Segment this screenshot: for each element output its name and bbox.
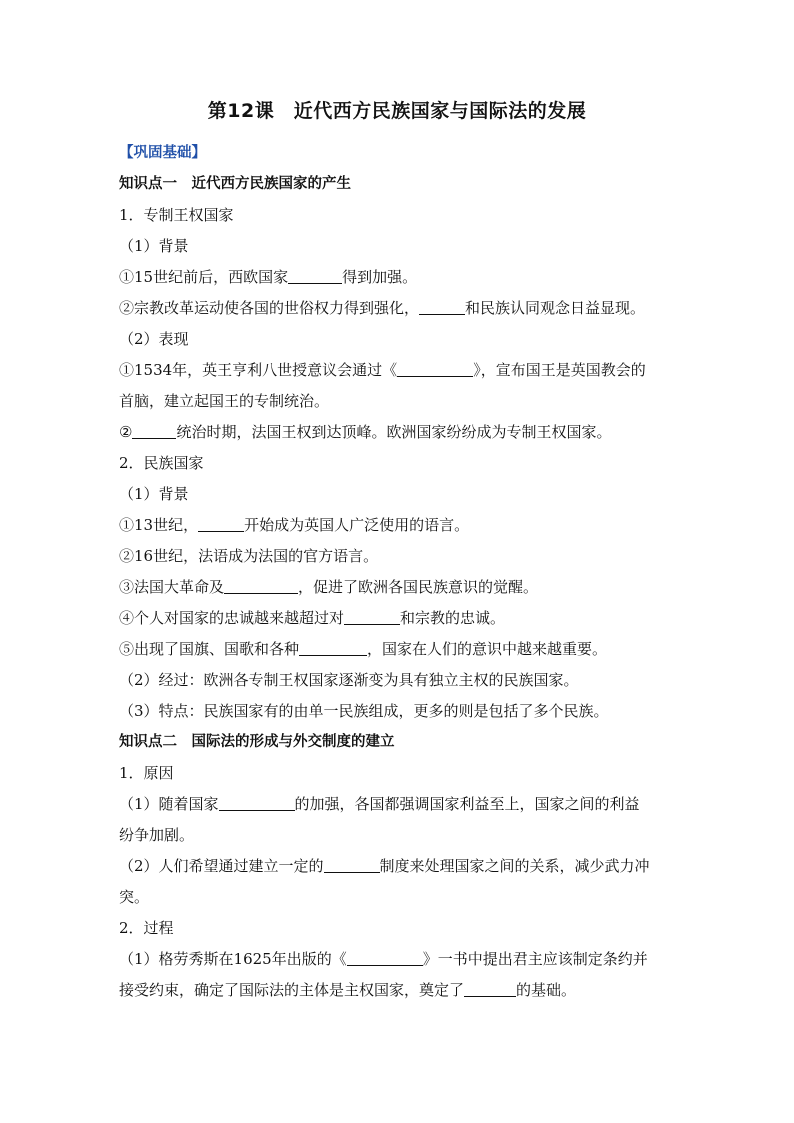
subheading: 1．原因 xyxy=(119,764,174,782)
fill-blank xyxy=(419,296,465,315)
fill-blank xyxy=(224,575,298,594)
knowledge-point-1-heading: 知识点一 近代西方民族国家的产生 xyxy=(119,176,351,192)
question-line: ⑤出现了国旗、国歌和各种 ，国家在人们的意识中越来越重要。 xyxy=(119,634,684,665)
subheading: 1．专制王权国家 xyxy=(119,206,234,224)
fill-blank xyxy=(288,265,342,284)
fill-blank xyxy=(324,854,380,873)
question-line: （1）随着国家 的加强，各国都强调国家利益至上，国家之间的利益 xyxy=(119,789,684,820)
question-line: ①15世纪前后，西欧国家 得到加强。 xyxy=(119,262,684,293)
page-title: 第12课 近代西方民族国家与国际法的发展 xyxy=(207,100,587,122)
question-line: ①13世纪， 开始成为英国人广泛使用的语言。 xyxy=(119,510,684,541)
question-line: （1）格劳秀斯在1625年出版的《 》一书中提出君主应该制定条约并 xyxy=(119,944,684,975)
subheading: （2）表现 xyxy=(119,330,189,348)
text-line: 突。 xyxy=(119,888,150,906)
fill-blank xyxy=(219,792,295,811)
question-line: ①1534年，英王亨利八世授意议会通过《 》，宣布国王是英国教会的 xyxy=(119,355,684,386)
text-line: （3）特点：民族国家有的由单一民族组成，更多的则是包括了多个民族。 xyxy=(119,702,609,720)
section-tag: 【巩固基础】 xyxy=(119,145,206,161)
fill-blank xyxy=(344,606,400,625)
fill-blank xyxy=(198,513,244,532)
fill-blank xyxy=(132,420,176,439)
document-body xyxy=(119,138,684,1006)
text-line: （2）经过：欧洲各专制王权国家逐渐变为具有独立主权的民族国家。 xyxy=(119,671,579,689)
fill-blank xyxy=(464,978,516,997)
fill-blank xyxy=(347,947,423,966)
fill-blank xyxy=(299,637,367,656)
subheading: （1）背景 xyxy=(119,485,189,503)
fill-blank xyxy=(397,358,473,377)
text-line: 首脑，建立起国王的专制统治。 xyxy=(119,392,330,410)
subheading: （1）背景 xyxy=(119,237,189,255)
question-line: （2）人们希望通过建立一定的 制度来处理国家之间的关系，减少武力冲 xyxy=(119,851,684,882)
question-line: ④个人对国家的忠诚越来越超过对 和宗教的忠诚。 xyxy=(119,603,684,634)
question-line: ②宗教改革运动使各国的世俗权力得到强化， 和民族认同观念日益显现。 xyxy=(119,293,684,324)
subheading: 2．过程 xyxy=(119,919,174,937)
text-line: 纷争加剧。 xyxy=(119,826,195,844)
text-line: ②16世纪，法语成为法国的官方语言。 xyxy=(119,547,379,565)
question-line: 接受约束，确定了国际法的主体是主权国家，奠定了 的基础。 xyxy=(119,975,684,1006)
subheading: 2．民族国家 xyxy=(119,454,204,472)
question-line: ② 统治时期，法国王权到达顶峰。欧洲国家纷纷成为专制王权国家。 xyxy=(119,417,684,448)
question-line: ③法国大革命及 ，促进了欧洲各国民族意识的觉醒。 xyxy=(119,572,684,603)
knowledge-point-2-heading: 知识点二 国际法的形成与外交制度的建立 xyxy=(119,734,395,750)
